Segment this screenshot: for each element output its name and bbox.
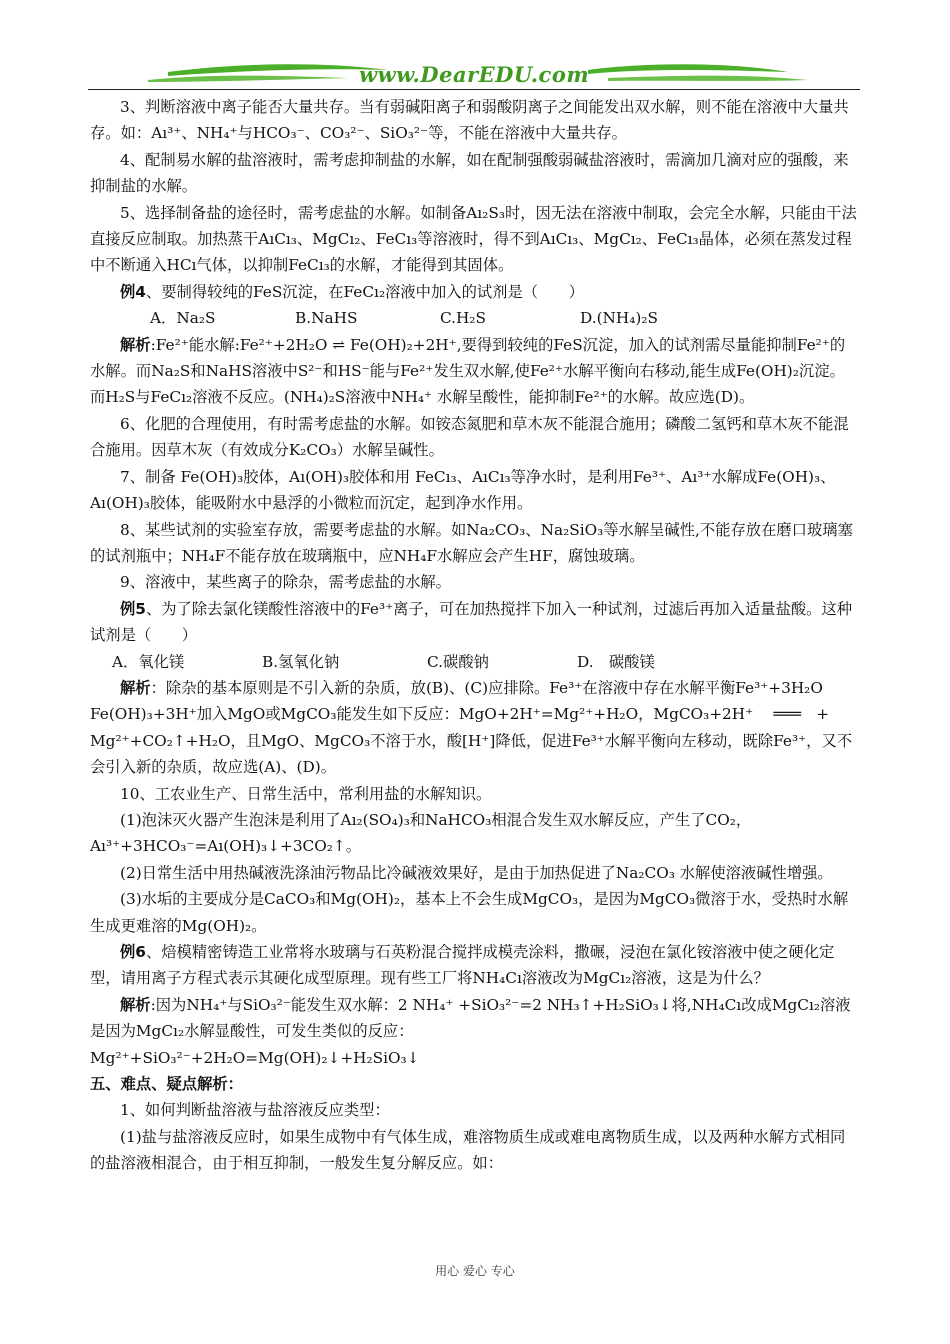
site-logo-text: www.DearEDU.com (358, 62, 590, 87)
section-5-item-1-1: (1)盐与盐溶液反应时，如果生成物中有气体生成，难溶物质生成或难电离物质生成，以及两种水解方式相同的盐溶液相混合，由于相互抑制，一般发生复分解反应。如： (90, 1127, 846, 1173)
section-5-title: 五、难点、疑点解析： (90, 1075, 243, 1094)
example-5-question (90, 596, 858, 649)
example-4-analysis (90, 332, 858, 411)
paragraph-10: 10、工农业生产、日常生活中，常利用盐的水解知识。 (120, 784, 492, 803)
example-5-label: 例5 (120, 599, 146, 618)
analysis-label: 解析 (120, 995, 151, 1014)
option-c: C.碳酸钠 (427, 652, 489, 671)
example-6-label: 例6 (120, 943, 146, 961)
header-rule (88, 89, 860, 90)
option-a: A．氧化镁 (112, 652, 185, 671)
document-body (90, 94, 865, 1177)
option-d: D.(NH₄)₂S (580, 309, 658, 328)
page-footer: 用心 爱心 专心 (435, 1264, 515, 1278)
analysis-label: 解析 (120, 335, 151, 354)
paragraph-4: 4、配制易水解的盐溶液时，需考虑抑制盐的水解，如在配制强酸弱碱盐溶液时，需滴加几滴对应的强酸，来抑制盐的水解。 (90, 150, 849, 196)
example-4-text: 、要制得较纯的FeS沉淀，在FeCı₂溶液中加入的试剂是（ ） (145, 282, 584, 301)
example-6-equation: Mg²⁺+SiO₃²⁻+2H₂O=Mg(OH)₂↓+H₂SiO₃↓ (90, 1048, 420, 1067)
option-a: A．Na₂S (150, 309, 216, 328)
example-6-text: 、焙模精密铸造工业常将水玻璃与石英粉混合搅拌成模壳涂料，撒碾，浸泡在氯化铵溶液中使之硬化定型，请用离子方程式表示其硬化成型原理。现有些工厂将NH₄Cı溶液改为MgCı₂溶液，这是为什么？ (90, 943, 835, 988)
paragraph-8: 8、某些试剂的实验室存放，需要考虑盐的水解。如Na₂CO₃、Na₂SiO₃等水解呈碱性,不能存放在磨口玻璃塞的试剂瓶中；NH₄F不能存放在玻璃瓶中，应NH₄F水解应会产生HF，腐蚀玻璃。 (90, 520, 853, 565)
analysis-text: :因为NH₄⁺与SiO₃²⁻能发生双水解：2 NH₄⁺ +SiO₃²⁻=2 NH₃↑+H₂SiO₃↓将,NH₄Cı改成MgCı₂溶液是因为MgCı₂水解显酸性，可发生类似的反应： (90, 995, 851, 1041)
example-6-question (90, 939, 858, 992)
paragraph-3: 3、判断溶液中离子能否大量共存。当有弱碱阳离子和弱酸阴离子之间能发出双水解，则不能在溶液中大量共存。如：Aı³⁺、NH₄⁺与HCO₃⁻、CO₃²⁻、SiO₃²⁻等，不能在溶液中大量共存。 (90, 98, 849, 143)
paragraph-7: 7、制备 Fe(OH)₃胶体，Aı(OH)₃胶体和用 FeCı₃、AıCı₃等净水时，是利用Fe³⁺、Aı³⁺水解成Fe(OH)₃、Aı(OH)₃胶体，能吸附水中悬浮的小微粒而沉定，起到净水作用。 (90, 467, 836, 513)
analysis-text: :Fe²⁺能水解:Fe²⁺+2H₂O ⇌ Fe(OH)₂+2H⁺,要得到较纯的FeS沉淀，加入的试剂需尽量能抑制Fe²⁺的水解。而Na₂S和NaHS溶液中S²⁻和HS⁻能与Fe²⁺发生双水解,使Fe²⁺水解平衡向右移动,能生成Fe(OH)₂沉淀。而H₂S与FeCı₂溶液不反应。(NH₄)₂S溶液中NH₄⁺ 水解呈酸性，能抑制Fe²⁺的水解。故应选(D)。 (90, 335, 846, 407)
example-5-analysis (90, 675, 865, 781)
paragraph-9: 9、溶液中，某些离子的除杂，需考虑盐的水解。 (120, 573, 451, 592)
paragraph-10-3: (3)水垢的主要成分是CaCO₃和Mg(OH)₂，基本上不会生成MgCO₃，是因为MgCO₃微溶于水，受热时水解生成更难溶的Mg(OH)₂。 (90, 890, 849, 935)
example-5-text: 、为了除去氯化镁酸性溶液中的Fe³⁺离子，可在加热搅拌下加入一种试剂，过滤后再加入适量盐酸。这种试剂是（ ） (90, 599, 853, 645)
paragraph-10-1: (1)泡沫灭火器产生泡沫是利用了Aı₂(SO₄)₃和NaHCO₃相混合发生双水解反应，产生了CO₂，Aı³⁺+3HCO₃⁻=Aı(OH)₃↓+3CO₂↑。 (90, 810, 752, 856)
option-b: B.NaHS (295, 309, 358, 328)
option-c: C.H₂S (440, 309, 486, 328)
example-4-options (90, 305, 858, 331)
example-6-analysis (90, 992, 858, 1045)
option-b: B.氢氧化钠 (262, 652, 340, 671)
paragraph-10-2: (2)日常生活中用热碱液洗涤油污物品比冷碱液效果好，是由于加热促进了Na₂CO₃ 水解使溶液碱性增强。 (120, 863, 833, 882)
option-d: D. 碳酸镁 (577, 652, 655, 671)
section-5-item-1: 1、如何判断盐溶液与盐溶液反应类型： (120, 1101, 390, 1120)
example-5-options (90, 649, 858, 675)
example-4-label: 例4 (120, 282, 146, 301)
header-logo-banner (88, 58, 860, 92)
example-4-question (90, 279, 858, 305)
analysis-label: 解析 (120, 678, 151, 697)
paragraph-5: 5、选择制备盐的途径时，需考虑盐的水解。如制备Aı₂S₃时，因无法在溶液中制取，会完全水解，只能由干法直接反应制取。加热蒸干AıCı₃、MgCı₂、FeCı₃等溶液时，得不到AıCı₃、MgCı₂、FeCı₃晶体，必须在蒸发过程中不断通入HCı气体，以抑制FeCı₃的水解，才能得到其固体。 (90, 203, 857, 275)
analysis-text: ：除杂的基本原则是不引入新的杂质，放(B)、(C)应排除。Fe³⁺在溶液中存在水解平衡Fe³⁺+3H₂O Fe(OH)₃+3H⁺加入MgO或MgCO₃能发生如下反应：MgO+2H⁺=Mg²⁺+H₂O，MgCO₃+2H⁺ ═══ + Mg²⁺+CO₂↑+H₂O，且MgO、MgCO₃不溶于水，酸[H⁺]降低，促进Fe³⁺水解平衡向左移动，既除Fe³⁺，又不会引入新的杂质，故应选(A)、(D)。 (90, 678, 865, 777)
paragraph-6: 6、化肥的合理使用，有时需考虑盐的水解。如铵态氮肥和草木灰不能混合施用；磷酸二氢钙和草木灰不能混合施用。因草木灰（有效成分K₂CO₃）水解呈碱性。 (90, 414, 849, 460)
